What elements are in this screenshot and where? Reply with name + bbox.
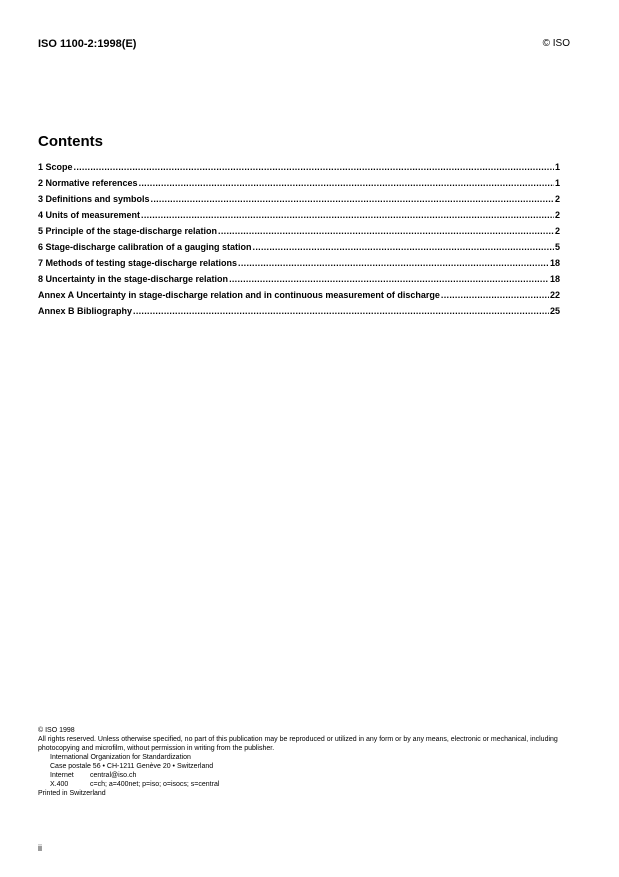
toc-entry-page: 5 bbox=[554, 242, 560, 252]
toc-entry[interactable] bbox=[38, 274, 560, 290]
organization-name: International Organization for Standardization bbox=[50, 754, 191, 761]
toc-leader-dots bbox=[74, 162, 554, 172]
toc-entry-page: 18 bbox=[549, 258, 560, 268]
internet-label: Internet bbox=[50, 772, 74, 779]
toc-leader-dots bbox=[139, 178, 554, 188]
page-number: ii bbox=[38, 843, 42, 853]
toc-entry-label: 5 Principle of the stage-discharge relation bbox=[38, 226, 218, 236]
toc-entry-label: 7 Methods of testing stage-discharge relations bbox=[38, 258, 238, 268]
x400-label: X.400 bbox=[50, 781, 69, 788]
copyright-notice bbox=[38, 726, 578, 798]
toc-entry-page: 1 bbox=[554, 162, 560, 172]
header-copyright: © ISO bbox=[542, 38, 570, 49]
toc-entry[interactable] bbox=[38, 210, 560, 226]
toc-entry-page: 22 bbox=[549, 290, 560, 300]
toc-entry[interactable] bbox=[38, 178, 560, 194]
toc-leader-dots bbox=[133, 306, 549, 316]
document-id: ISO 1100-2:1998(E) bbox=[38, 38, 137, 50]
toc-entry-label: 4 Units of measurement bbox=[38, 210, 141, 220]
toc-entry[interactable] bbox=[38, 306, 560, 322]
toc-leader-dots bbox=[218, 226, 554, 236]
toc-entry-page: 2 bbox=[554, 226, 560, 236]
toc-entry[interactable] bbox=[38, 226, 560, 242]
toc-entry-page: 1 bbox=[554, 178, 560, 188]
toc-entry[interactable] bbox=[38, 162, 560, 178]
toc-entry-page: 2 bbox=[554, 210, 560, 220]
toc-entry-label: Annex A Uncertainty in stage-discharge relation and in continuous measurement of discharge bbox=[38, 290, 440, 300]
table-of-contents bbox=[38, 162, 560, 322]
internet-address[interactable]: central@iso.ch bbox=[90, 772, 137, 779]
rights-statement: All rights reserved. Unless otherwise specified, no part of this publication may be reproduced or utilized in any form or by any means, electronic or mechanical, including photocopying and microfilm, without permission in writing from the publisher. bbox=[38, 736, 558, 752]
toc-entry-label: 6 Stage-discharge calibration of a gauging station bbox=[38, 242, 252, 252]
toc-entry-label: Annex B Bibliography bbox=[38, 306, 133, 316]
postal-address: Case postale 56 • CH-1211 Genève 20 • Switzerland bbox=[50, 763, 214, 770]
toc-entry-page: 2 bbox=[554, 194, 560, 204]
toc-leader-dots bbox=[253, 242, 554, 252]
toc-entry-label: 8 Uncertainty in the stage-discharge relation bbox=[38, 274, 229, 284]
toc-entry[interactable] bbox=[38, 290, 560, 306]
toc-entry[interactable] bbox=[38, 258, 560, 274]
x400-address: c=ch; a=400net; p=iso; o=isocs; s=central bbox=[90, 781, 220, 788]
toc-leader-dots bbox=[151, 194, 554, 204]
toc-entry-page: 25 bbox=[549, 306, 560, 316]
internet-row bbox=[38, 771, 578, 780]
toc-entry[interactable] bbox=[38, 242, 560, 258]
toc-leader-dots bbox=[141, 210, 554, 220]
contents-title: Contents bbox=[38, 133, 103, 150]
printed-in: Printed in Switzerland bbox=[38, 790, 106, 797]
footer-copyright: © ISO 1998 bbox=[38, 727, 75, 734]
x400-row bbox=[38, 780, 578, 789]
toc-leader-dots bbox=[229, 274, 549, 284]
toc-entry-label: 2 Normative references bbox=[38, 178, 138, 188]
toc-entry-label: 3 Definitions and symbols bbox=[38, 194, 150, 204]
toc-entry-page: 18 bbox=[549, 274, 560, 284]
toc-leader-dots bbox=[441, 290, 549, 300]
toc-entry-label: 1 Scope bbox=[38, 162, 73, 172]
toc-entry[interactable] bbox=[38, 194, 560, 210]
toc-leader-dots bbox=[238, 258, 549, 268]
